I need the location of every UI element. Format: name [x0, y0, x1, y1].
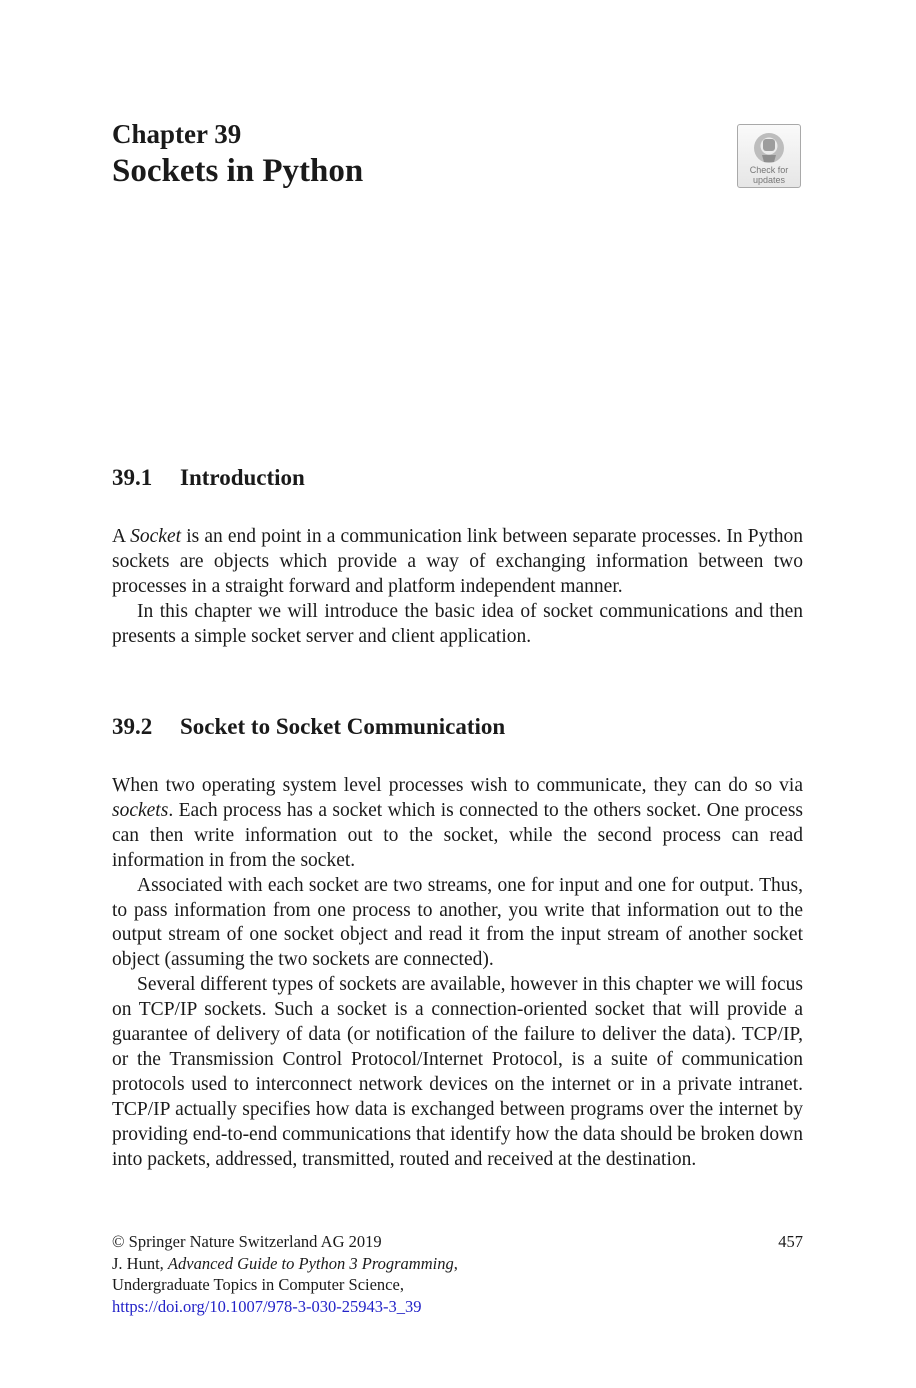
chapter-title: Sockets in Python — [112, 153, 364, 189]
paragraph — [112, 600, 803, 650]
text-run: In this chapter we will introduce the basic idea of socket communications and then presents a simple socket server and client application. — [112, 600, 803, 647]
series-line: Undergraduate Topics in Computer Science, — [112, 1275, 404, 1294]
section-number: 39.1 — [112, 465, 153, 490]
page-footer — [112, 1231, 803, 1317]
section-heading-socket-communication — [112, 712, 505, 742]
citation-line — [112, 1253, 803, 1275]
check-for-updates-badge[interactable] — [737, 124, 801, 188]
doi-line — [112, 1296, 803, 1318]
text-run: When two operating system level processes wish to communicate, they can do so via — [112, 775, 803, 796]
section-introduction-body — [112, 525, 803, 650]
paragraph — [112, 774, 803, 874]
text-run: is an end point in a communication link between separate processes. In Python sockets are objects which provide a way of exchanging information between two processes in a straight forward and platform independent manner. — [112, 526, 803, 597]
section-title: Introduction — [180, 465, 305, 490]
copyright-line: © Springer Nature Switzerland AG 2019 — [112, 1232, 382, 1251]
text-run: A — [112, 526, 131, 547]
paragraph — [112, 973, 803, 1172]
italic-term: Socket — [130, 526, 182, 547]
text-run: . Each process has a socket which is connected to the others socket. One process can then write information out to the socket, while the second process can read information in from the socket. — [112, 799, 803, 871]
text-run: Several different types of sockets are available, however in this chapter we will focus on TCP/IP sockets. Such a socket is a connection-oriented socket that will provide a guarantee of delivery of data (or notification of the failure to deliver the data). TCP/IP, or the Transmission Control Protocol/Internet Protocol, is a suite of communication protocols used to interconnect network devices on the internet or in a private intranet. TCP/IP actually specifies how data is exchanged between programs over the internet by providing end-to-end communications that identify how the data should be broken down into packets, addressed, transmitted, routed and received at the destination. — [112, 974, 803, 1170]
badge-text-line-2: updates — [752, 175, 786, 185]
paragraph — [112, 874, 803, 974]
book-page — [112, 0, 803, 1388]
text-run: Associated with each socket are two streams, one for input and one for output. Thus, to pass information from one process to another, you write that information out to the output stream of one socket object and read it from the input stream of another socket object (assuming the two sockets are connected). — [112, 874, 803, 971]
section-title: Socket to Socket Communication — [180, 714, 506, 739]
section-socket-communication-body — [112, 774, 803, 1173]
punctuation: , — [453, 1253, 458, 1273]
doi-link[interactable]: https://doi.org/10.1007/978-3-030-25943-3_39 — [112, 1296, 422, 1316]
section-number: 39.2 — [112, 714, 153, 739]
check-for-updates-icon — [752, 131, 786, 165]
page-number: 457 — [778, 1232, 803, 1251]
paragraph — [112, 525, 803, 600]
badge-text-line-1: Check for — [749, 165, 789, 175]
book-title: Advanced Guide to Python 3 Programming — [167, 1253, 454, 1273]
section-heading-introduction — [112, 463, 305, 493]
italic-term: sockets — [112, 799, 169, 821]
author: J. Hunt, — [112, 1253, 168, 1273]
chapter-label: Chapter 39 — [112, 119, 242, 149]
